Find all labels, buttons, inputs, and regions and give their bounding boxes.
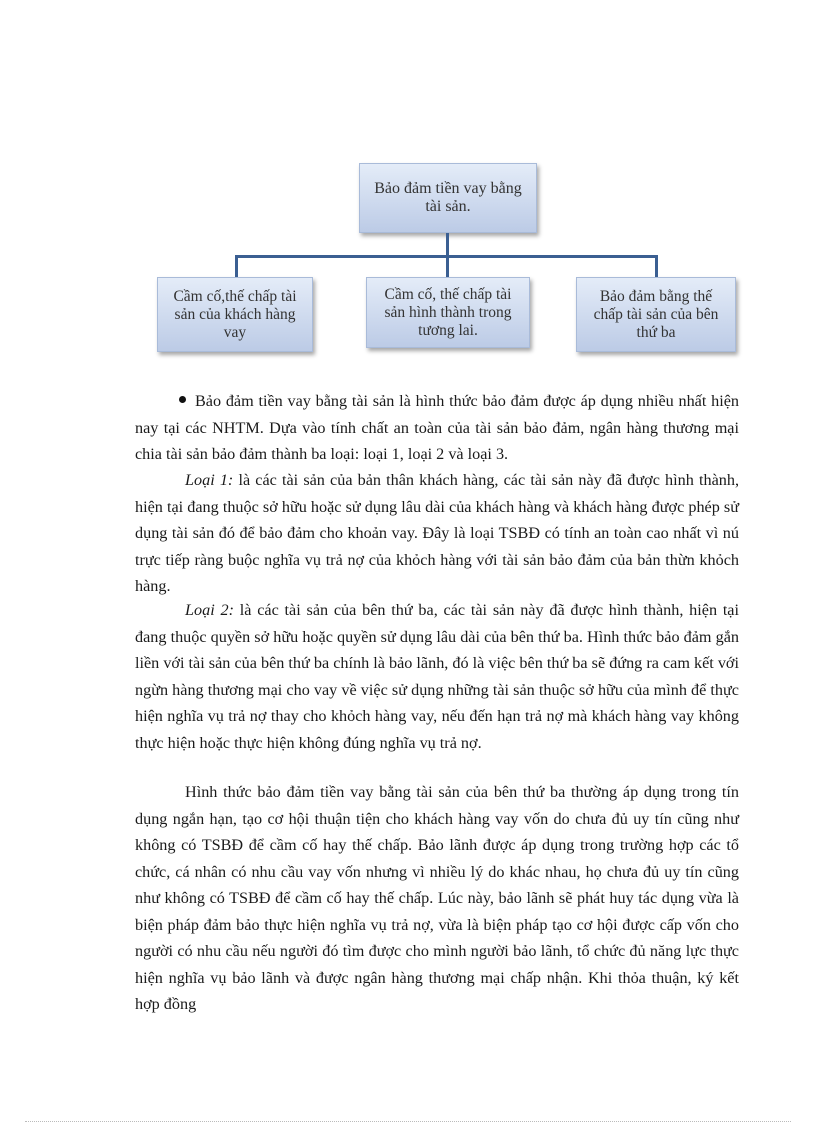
diagram-root-label: Bảo đảm tiền vay bằng tài sản. xyxy=(374,180,522,215)
loai-1-text: là các tài sản của bản thân khách hàng, các tài sản này đã được hình thành, hiện tại đang thuộc sở hữu hoặc sử dụng lâu dài của khách hàng và khách hàng được phép sử dụng tài sản đó để bảo đảm cho khoản vay. Đây là loại TSBĐ có tính an toàn cao nhất vì nú trực tiếp ràng buộc nghĩa vụ trả nợ của khỏch hàng với tài sản bảo đảm của bản thừn khỏch hàng. xyxy=(135,471,739,595)
loai-1-label: Loại 1: xyxy=(185,471,234,489)
guarantee-text: Hình thức bảo đảm tiền vay bằng tài sản của bên thứ ba thường áp dụng trong tín dụng ngắn hạn, tạo cơ hội thuận tiện cho khách hàng vay vốn do chưa đủ uy tín cũng như không có TSBĐ để cầm cố hay thế chấp. Bảo lãnh được áp dụng trong trường hợp các tổ chức, cá nhân có nhu cầu vay vốn nhưng vì nhiều lý do khác nhau, họ chưa đủ uy tín cũng như không có TSBĐ để cầm cố hay thế chấp. Lúc này, bảo lãnh sẽ phát huy tác dụng vừa là biện pháp đảm bảo thực hiện nghĩa vụ trả nợ, vừa là biện pháp tạo cơ hội được cấp vốn cho người có nhu cầu nếu người đó tìm được cho mình người bảo lãnh, tổ chức đủ năng lực thực hiện nghĩa vụ bảo lãnh và được ngân hàng thương mại chấp nhận. Khi thỏa thuận, ký kết hợp đồng xyxy=(135,783,739,1013)
loai-2-text: là các tài sản của bên thứ ba, các tài sản này đã được hình thành, hiện tại đang thuộc quyền sở hữu hoặc quyền sử dụng lâu dài của bên thứ ba. Hình thức bảo đảm gắn liền với tài sản của bên thứ ba chính là bảo lãnh, đó là việc bên thứ ba sẽ đứng ra cam kết với ngừn hàng thương mại cho vay về việc sử dụng những tài sản thuộc sở hữu của mình để thực hiện nghĩa vụ trả nợ thay cho khỏch hàng vay, nếu đến hạn trả nợ mà khách hàng vay không thực hiện hoặc thực hiện không đúng nghĩa vụ trả nợ. xyxy=(135,601,739,752)
paragraph-loai-2 xyxy=(135,597,739,756)
diagram-child-label-2: Cầm cố, thế chấp tài sản hình thành trong tương lai. xyxy=(384,285,512,339)
bullet-paragraph-text: Bảo đảm tiền vay bằng tài sản là hình thức bảo đảm được áp dụng nhiều nhất hiện nay tại các NHTM. Dựa vào tính chất an toàn của tài sản bảo đảm, ngân hàng thương mại chia tài sản bảo đảm thành ba loại: loại 1, loại 2 và loại 3. xyxy=(135,392,739,463)
diagram-child-label-3: Bảo đảm bằng thế chấp tài sản của bên thứ ba xyxy=(593,287,719,341)
bullet-icon xyxy=(179,396,186,403)
connector-root-vertical xyxy=(446,233,449,257)
diagram-child-box-2 xyxy=(366,277,530,348)
paragraph-guarantee xyxy=(135,779,739,1018)
connector-middle xyxy=(446,255,449,277)
diagram-child-box-1 xyxy=(157,277,313,352)
bullet-paragraph xyxy=(135,388,739,468)
diagram-child-label-1: Cầm cố,thế chấp tài sản của khách hàng vay xyxy=(173,287,297,341)
paragraph-loai-1 xyxy=(135,467,739,600)
diagram-root-box xyxy=(359,163,537,233)
diagram-child-box-3 xyxy=(576,277,736,352)
connector-right xyxy=(655,255,658,277)
connector-left xyxy=(235,255,238,277)
page-bottom-border xyxy=(25,1121,791,1122)
loai-2-label: Loại 2: xyxy=(185,601,234,619)
